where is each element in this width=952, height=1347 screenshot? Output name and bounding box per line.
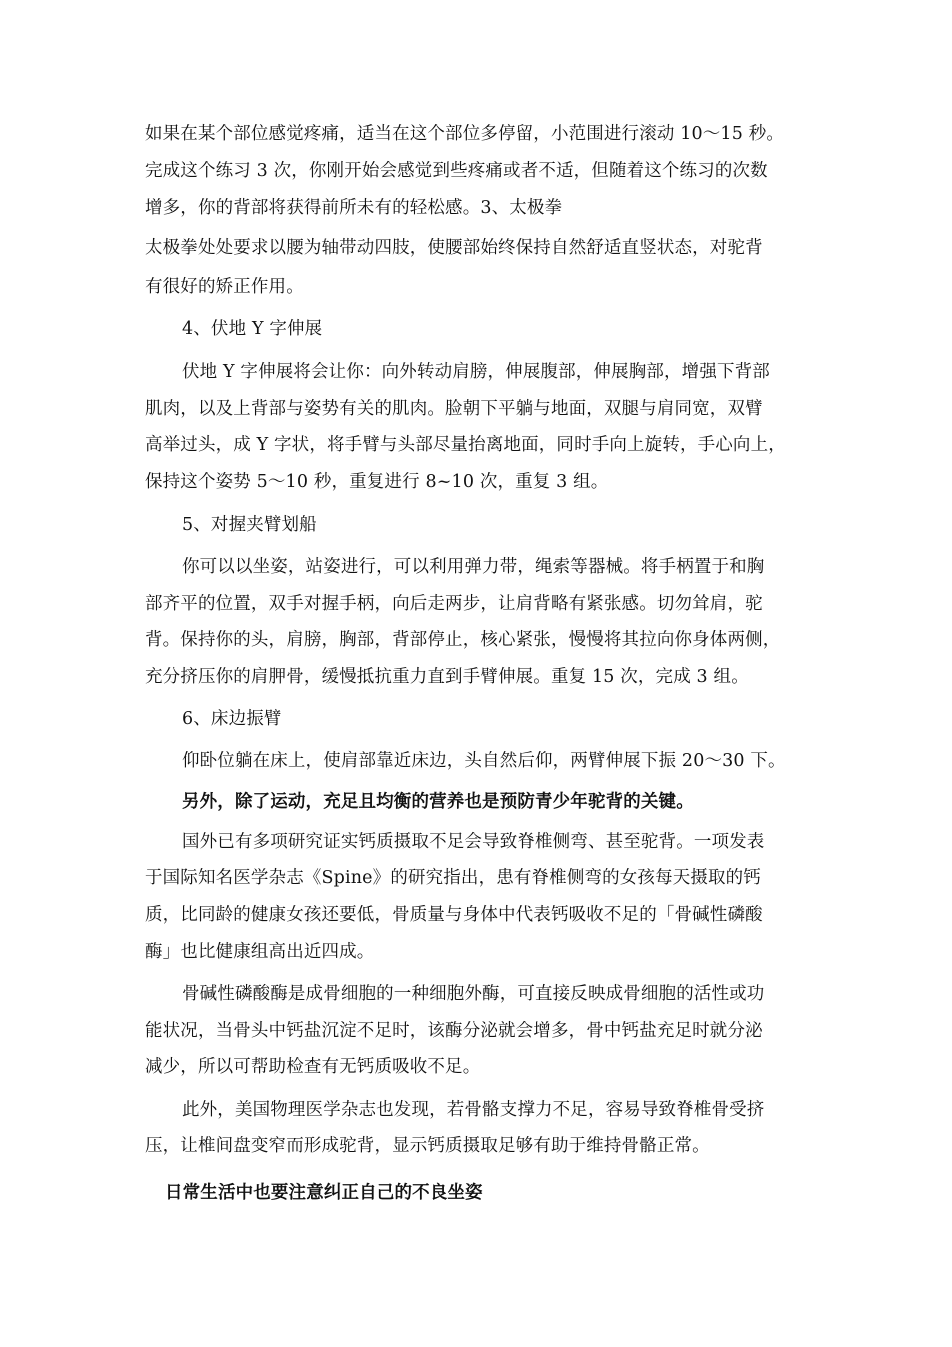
section-heading-4: 4、伏地 Y 字伸展: [182, 319, 323, 339]
body-text-line: 增多，你的背部将获得前所未有的轻松感。3、太极拳: [145, 198, 563, 218]
body-text-line: 此外，美国物理医学杂志也发现，若骨骼支撑力不足，容易导致脊椎骨受挤: [182, 1100, 765, 1120]
body-text-line: 高举过头，成 Y 字状，将手臂与头部尽量抬离地面，同时手向上旋转，手心向上，: [145, 435, 786, 455]
body-text-line: 肌肉，以及上背部与姿势有关的肌肉。脸朝下平躺与地面，双腿与肩同宽，双臂: [145, 399, 763, 419]
body-text-line: 质，比同龄的健康女孩还要低，骨质量与身体中代表钙吸收不足的「骨碱性磷酸: [145, 905, 763, 925]
body-text-line: 如果在某个部位感觉疼痛，适当在这个部位多停留，小范围进行滚动 10～15 秒。: [145, 124, 785, 144]
bold-emphasis-line: 另外，除了运动，充足且均衡的营养也是预防青少年驼背的关键。: [182, 792, 694, 812]
body-text-line: 国外已有多项研究证实钙质摄取不足会导致脊椎侧弯、甚至驼背。一项发表: [182, 832, 765, 852]
body-text-line: 充分挤压你的肩胛骨，缓慢抵抗重力直到手臂伸展。重复 15 次，完成 3 组。: [145, 667, 749, 687]
body-text-line: 部齐平的位置，双手对握手柄，向后走两步，让肩背略有紧张感。切勿耸肩，驼: [145, 594, 763, 614]
body-text-line: 有很好的矫正作用。: [145, 277, 304, 297]
section-heading-6: 6、床边振臂: [182, 709, 282, 729]
body-text-line: 仰卧位躺在床上，使肩部靠近床边，头自然后仰，两臂伸展下振 20～30 下。: [182, 751, 786, 771]
body-text-line: 太极拳处处要求以腰为轴带动四肢，使腰部始终保持自然舒适直竖状态，对驼背: [145, 238, 763, 258]
section-heading-5: 5、对握夹臂划船: [182, 515, 317, 535]
body-text-line: 保持这个姿势 5～10 秒，重复进行 8~10 次，重复 3 组。: [145, 472, 609, 492]
body-text-line: 于国际知名医学杂志《Spine》的研究指出，患有脊椎侧弯的女孩每天摄取的钙: [145, 868, 761, 888]
body-text-line: 完成这个练习 3 次，你刚开始会感觉到些疼痛或者不适，但随着这个练习的次数: [145, 161, 768, 181]
section-heading-posture: 日常生活中也要注意纠正自己的不良坐姿: [165, 1183, 483, 1203]
body-text-line: 背。保持你的头，肩膀，胸部，背部停止，核心紧张，慢慢将其拉向你身体两侧，: [145, 630, 781, 650]
body-text-line: 你可以以坐姿，站姿进行，可以利用弹力带，绳索等器械。将手柄置于和胸: [182, 557, 765, 577]
body-text-line: 减少，所以可帮助检查有无钙质吸收不足。: [145, 1057, 481, 1077]
body-text-line: 能状况，当骨头中钙盐沉淀不足时，该酶分泌就会增多，骨中钙盐充足时就分泌: [145, 1021, 763, 1041]
body-text-line: 骨碱性磷酸酶是成骨细胞的一种细胞外酶，可直接反映成骨细胞的活性或功: [182, 984, 765, 1004]
body-text-line: 酶」也比健康组高出近四成。: [145, 942, 375, 962]
body-text-line: 压，让椎间盘变窄而形成驼背，显示钙质摄取足够有助于维持骨骼正常。: [145, 1136, 710, 1156]
body-text-line: 伏地 Y 字伸展将会让你：向外转动肩膀，伸展腹部，伸展胸部，增强下背部: [182, 362, 770, 382]
